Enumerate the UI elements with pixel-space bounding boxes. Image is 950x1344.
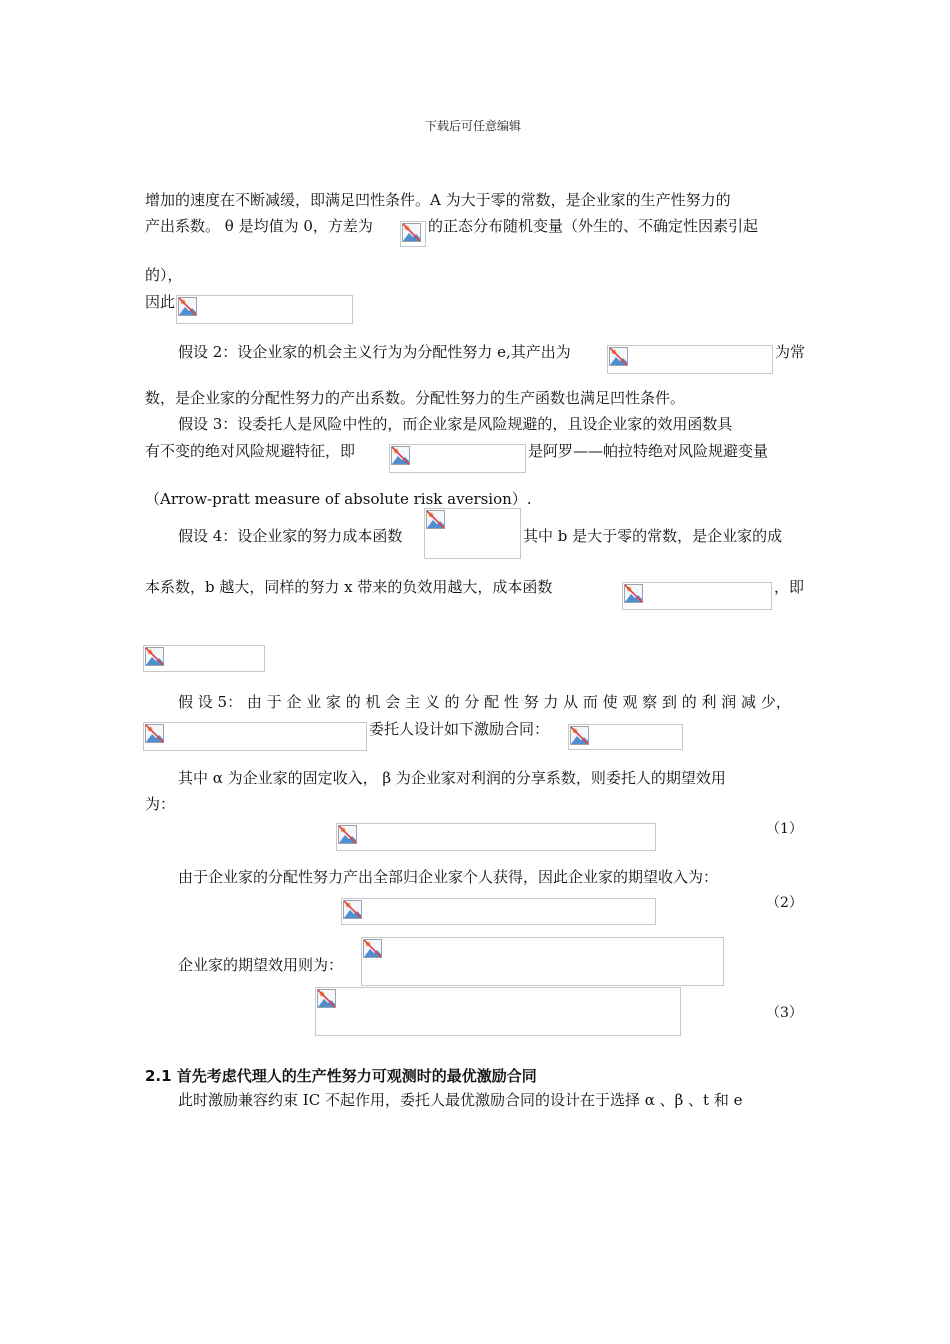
text-line: 其中 α 为企业家的固定收入， β 为企业家对利润的分享系数，则委托人的期望效用: [178, 769, 726, 787]
text-line: 委托人设计如下激励合同：: [369, 720, 550, 738]
formula-image: [336, 823, 656, 851]
broken-image-icon: [178, 297, 197, 316]
text-line: （Arrow-pratt measure of absolute risk aversion）.: [145, 490, 532, 508]
broken-image-icon: [338, 825, 357, 844]
text-line: 数，是企业家的分配性努力的产出系数。分配性努力的生产函数也满足凹性条件。: [145, 389, 686, 407]
broken-image-icon: [391, 446, 410, 465]
section-heading: 2.1 首先考虑代理人的生产性努力可观测时的最优激励合同: [145, 1067, 537, 1085]
text-line: 的正态分布随机变量（外生的、不确定性因素引起: [428, 217, 759, 235]
text-line: 此时激励兼容约束 IC 不起作用，委托人最优激励合同的设计在于选择 α 、β 、t 和 e: [178, 1091, 743, 1109]
formula-image: [176, 295, 353, 324]
broken-image-icon: [624, 584, 643, 603]
text-line: 假设 4：设企业家的努力成本函数: [178, 527, 403, 545]
formula-image: [361, 937, 724, 986]
broken-image-icon: [570, 726, 589, 745]
formula-image: [424, 508, 521, 559]
formula-image: [400, 221, 426, 247]
formula-image: [622, 582, 772, 610]
text-line: 增加的速度在不断减缓，即满足凹性条件。A 为大于零的常数，是企业家的生产性努力的: [145, 191, 731, 209]
text-line: 假设 3：设委托人是风险中性的，而企业家是风险规避的，且设企业家的效用函数具: [178, 415, 733, 433]
broken-image-icon: [145, 724, 164, 743]
broken-image-icon: [145, 647, 164, 666]
text-line: 产出系数。 θ 是均值为 0，方差为: [145, 217, 373, 235]
text-line: ，即: [774, 578, 805, 596]
broken-image-icon: [402, 223, 421, 242]
broken-image-icon: [426, 510, 445, 529]
equation-number: （1）: [766, 821, 803, 837]
text-line: 假 设 5： 由 于 企 业 家 的 机 会 主 义 的 分 配 性 努 力 从 而 使 观 察 到 的 利 润 减 少，: [178, 693, 791, 711]
text-line: 本系数，b 越大，同样的努力 x 带来的负效用越大，成本函数: [145, 578, 553, 596]
text-line: 的），: [145, 266, 183, 284]
page-header: 下载后可任意编辑: [425, 119, 522, 133]
text-line: 因此: [145, 293, 176, 311]
text-line: 由于企业家的分配性努力产出全部归企业家个人获得，因此企业家的期望收入为：: [178, 868, 719, 886]
text-line: 为常: [775, 343, 806, 361]
equation-number: （2）: [766, 895, 803, 911]
text-line: 企业家的期望效用则为：: [178, 956, 344, 974]
formula-image: [341, 898, 656, 925]
text-line: 是阿罗——帕拉特绝对风险规避变量: [528, 442, 769, 460]
equation-number: （3）: [766, 1005, 803, 1021]
text-line: 其中 b 是大于零的常数，是企业家的成: [523, 527, 783, 545]
formula-image: [607, 345, 773, 374]
text-line: 假设 2：设企业家的机会主义行为为分配性努力 e,其产出为: [178, 343, 571, 361]
broken-image-icon: [363, 939, 382, 958]
formula-image: [389, 444, 526, 473]
text-line: 有不变的绝对风险规避特征，即: [145, 442, 356, 460]
broken-image-icon: [343, 900, 362, 919]
formula-image: [315, 987, 681, 1036]
formula-image: [143, 645, 265, 672]
text-line: 为：: [145, 795, 176, 813]
formula-image: [568, 724, 683, 750]
broken-image-icon: [609, 347, 628, 366]
broken-image-icon: [317, 989, 336, 1008]
formula-image: [143, 722, 367, 751]
